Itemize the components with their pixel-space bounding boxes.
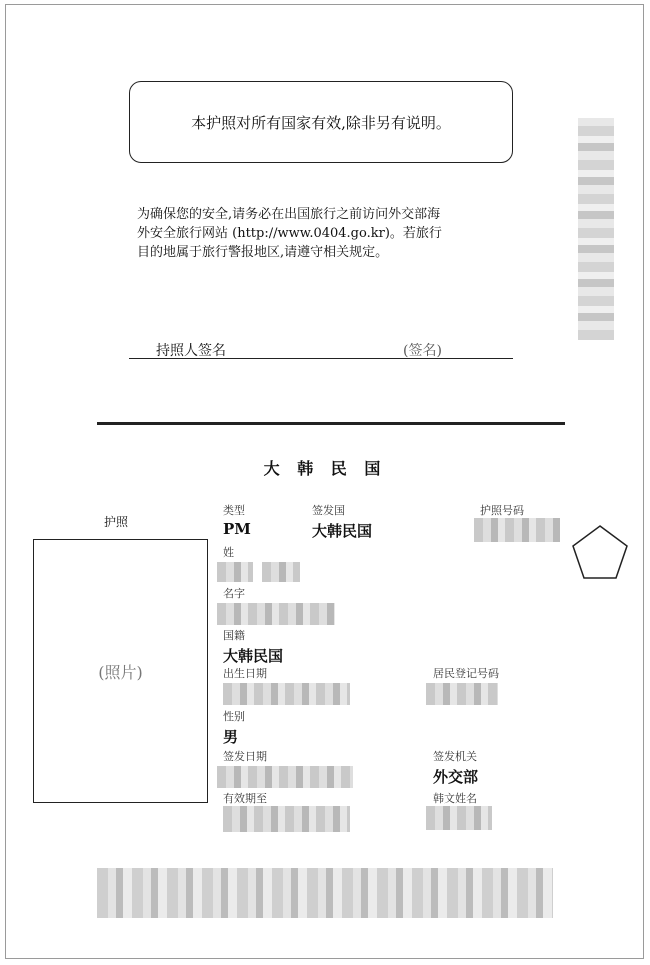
photo-placeholder: (照片) bbox=[98, 662, 143, 682]
mrz-redacted bbox=[97, 868, 553, 918]
validity-notice bbox=[129, 81, 513, 163]
redacted-vertical-strip bbox=[578, 118, 614, 340]
signature-line bbox=[129, 338, 513, 359]
section-divider bbox=[97, 422, 565, 425]
authority-value: 外交部 bbox=[433, 768, 479, 786]
authority-label: 签发机关 bbox=[433, 750, 477, 763]
passport-number-label: 护照号码 bbox=[480, 504, 524, 517]
issuing-country-label: 签发国 bbox=[312, 504, 345, 517]
korean-name-label: 韩文姓名 bbox=[433, 792, 477, 805]
passport-number-redacted bbox=[474, 518, 560, 542]
type-label: 类型 bbox=[223, 504, 245, 517]
nationality-label: 国籍 bbox=[223, 629, 245, 642]
birth-date-redacted bbox=[223, 683, 350, 705]
given-name-redacted bbox=[217, 603, 335, 625]
sex-label: 性别 bbox=[223, 710, 245, 723]
nationality-value: 大韩民国 bbox=[223, 647, 284, 665]
expiry-date-redacted bbox=[223, 806, 350, 832]
signature-placeholder: (签名) bbox=[403, 343, 442, 359]
pentagon-icon bbox=[571, 524, 629, 580]
given-name-label: 名字 bbox=[223, 587, 245, 600]
resident-number-label: 居民登记号码 bbox=[433, 667, 499, 680]
signature-label: 持照人签名 bbox=[156, 343, 226, 359]
validity-notice-text: 本护照对所有国家有效,除非另有说明。 bbox=[191, 113, 451, 132]
surname-label: 姓 bbox=[223, 546, 234, 559]
travel-advice: 为确保您的安全,请务必在出国旅行之前访问外交部海 外安全旅行网站 (http://www.0404.go.kr)。若旅行 目的地属于旅行警报地区,请遵守相关规定。 bbox=[137, 207, 442, 260]
surname-redacted-2 bbox=[262, 562, 300, 582]
expiry-date-label: 有效期至 bbox=[223, 792, 267, 805]
birth-date-label: 出生日期 bbox=[223, 667, 267, 680]
resident-number-redacted bbox=[426, 683, 498, 705]
issuing-country-value: 大韩民国 bbox=[312, 522, 373, 540]
document-type-label: 护照 bbox=[104, 515, 129, 529]
surname-redacted-1 bbox=[217, 562, 253, 582]
photo-box bbox=[33, 539, 208, 803]
type-value: PM bbox=[223, 520, 251, 538]
issue-date-redacted bbox=[217, 766, 353, 788]
country-heading: 大 韩 民 国 bbox=[263, 459, 387, 478]
sex-value: 男 bbox=[223, 728, 239, 746]
issue-date-label: 签发日期 bbox=[223, 750, 267, 763]
korean-name-redacted bbox=[426, 806, 492, 830]
